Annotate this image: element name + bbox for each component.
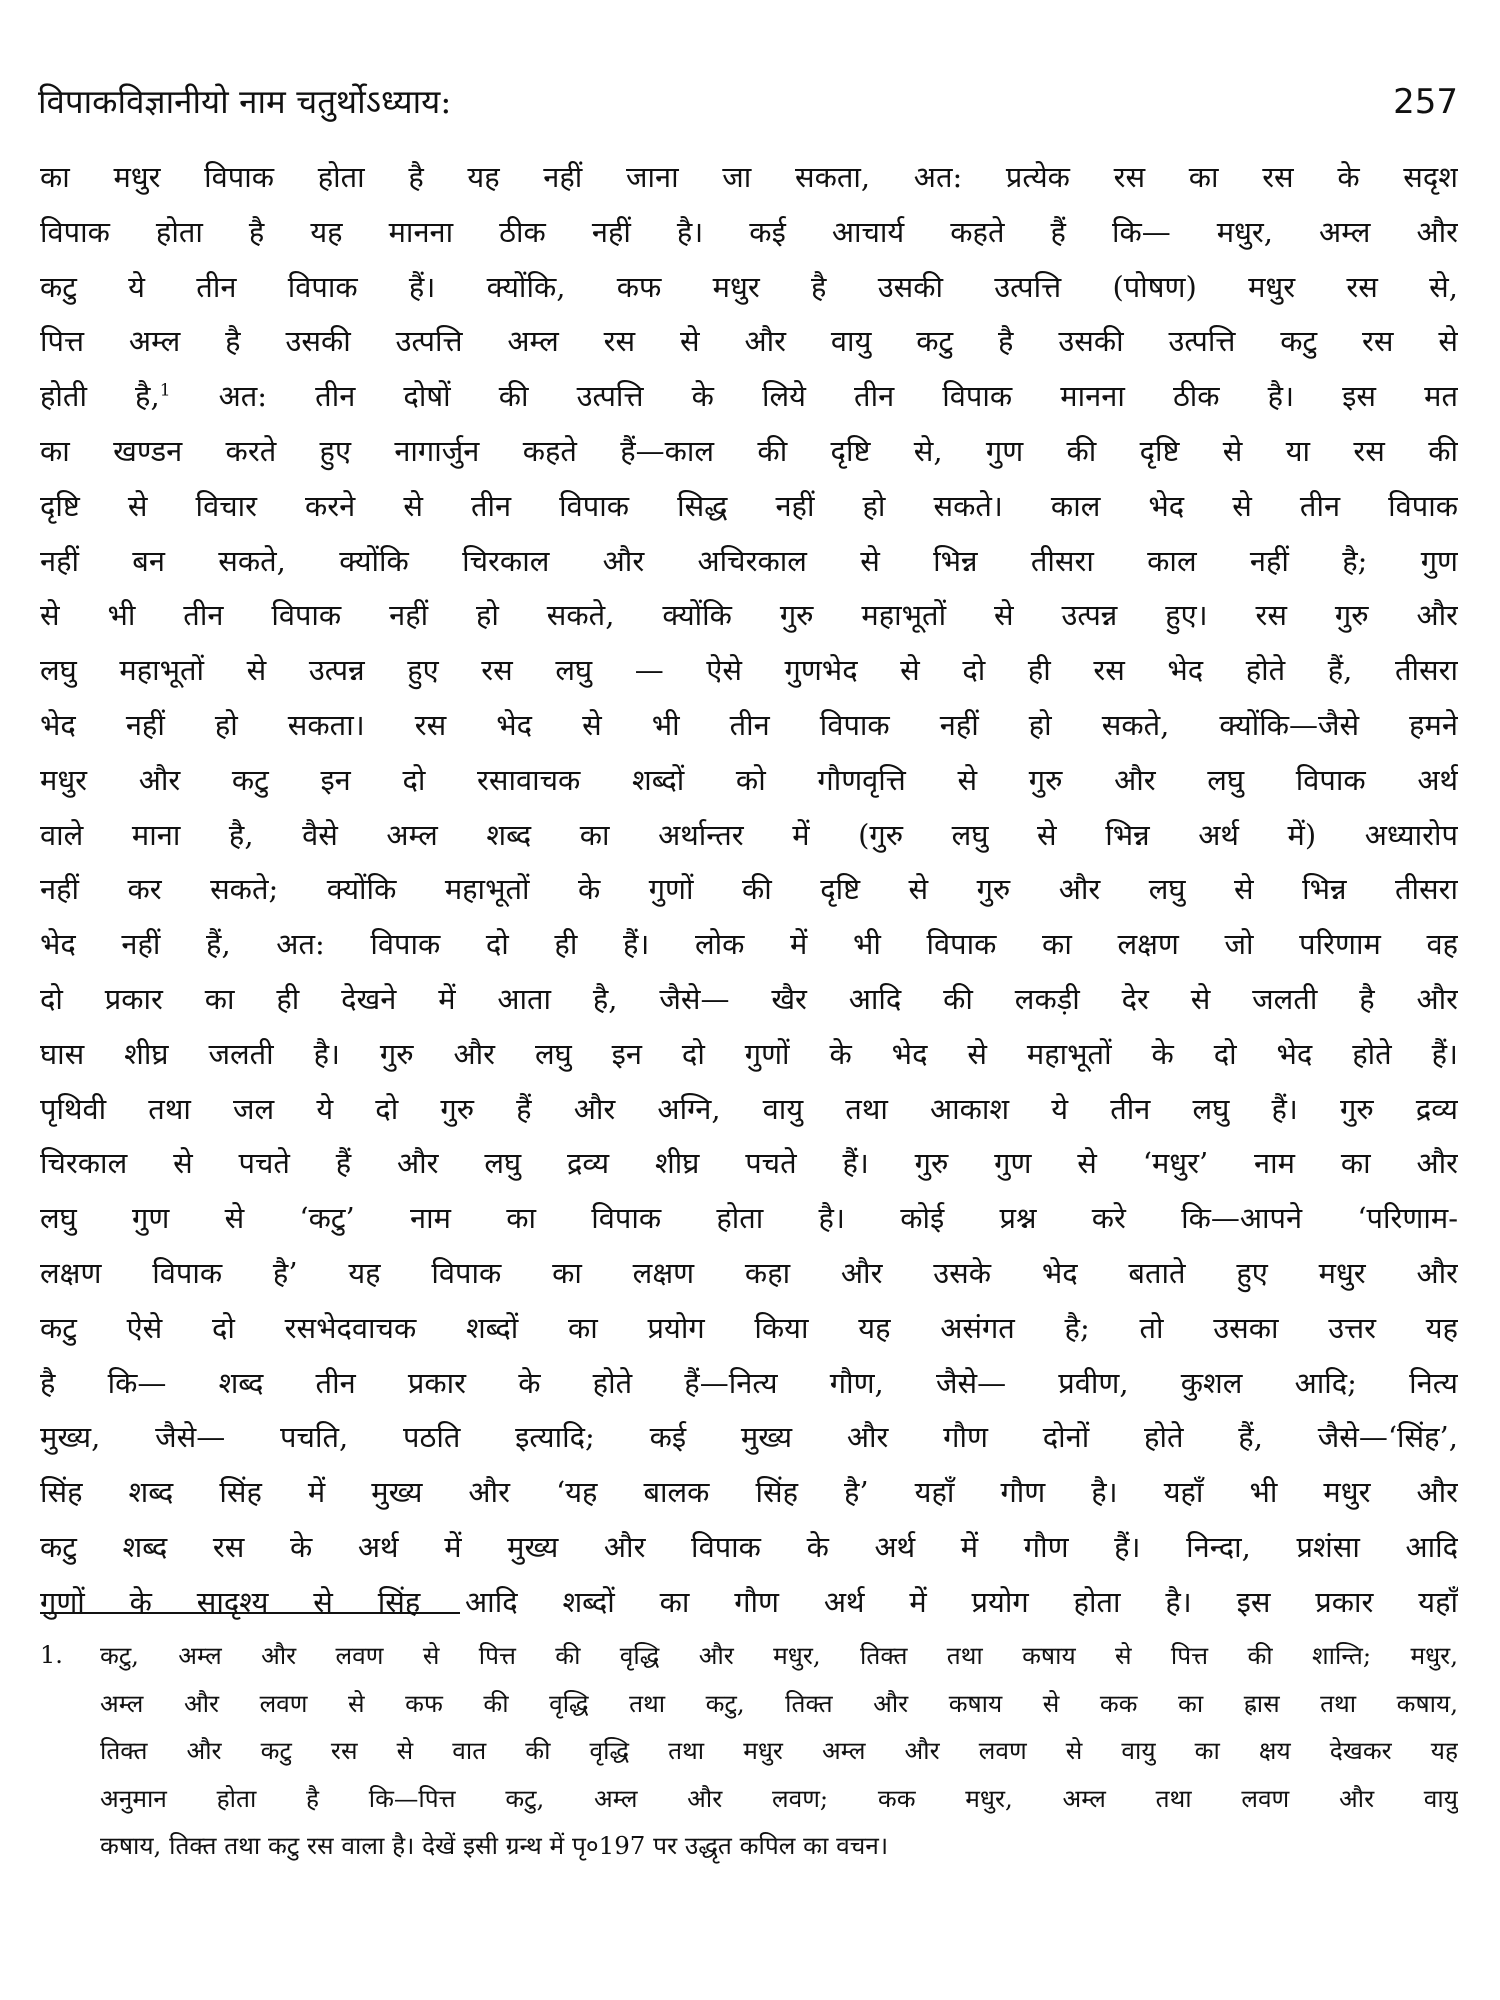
footnote-line: अनुमान होता है कि—पित्त कटु, अम्ल और लवण; कक मधुर, अम्ल तथा लवण और वायु bbox=[100, 1783, 1458, 1813]
text-line: है कि— शब्द तीन प्रकार के होते हैं—नित्य गौण, जैसे— प्रवीण, कुशल आदि; नित्य bbox=[40, 1365, 1458, 1400]
text-line: सिंह शब्द सिंह में मुख्य और ‘यह बालक सिंह है’ यहाँ गौण है। यहाँ भी मधुर और bbox=[40, 1475, 1458, 1510]
text-line: मधुर और कटु इन दो रसावाचक शब्दों को गौणवृत्ति से गुरु और लघु विपाक अर्थ bbox=[40, 762, 1458, 797]
page-header bbox=[38, 72, 1458, 132]
text-line: लघु महाभूतों से उत्पन्न हुए रस लघु — ऐसे गुणभेद से दो ही रस भेद होते हैं, तीसरा bbox=[40, 653, 1458, 688]
text-line: नहीं बन सकते, क्योंकि चिरकाल और अचिरकाल से भिन्न तीसरा काल नहीं है; गुण bbox=[40, 543, 1458, 578]
text-line: वाले माना है, वैसे अम्ल शब्द का अर्थान्तर में (गुरु लघु से भिन्न अर्थ में) अध्यारोप bbox=[40, 817, 1458, 852]
text-line: चिरकाल से पचते हैं और लघु द्रव्य शीघ्र पचते हैं। गुरु गुण से ‘मधुर’ नाम का और bbox=[40, 1146, 1458, 1181]
text-line: गुणों के सादृश्य से सिंह आदि शब्दों का गौण अर्थ में प्रयोग होता है। इस प्रकार यहाँ bbox=[40, 1584, 1458, 1619]
text-line: कटु ये तीन विपाक हैं। क्योंकि, कफ मधुर है उसकी उत्पत्ति (पोषण) मधुर रस से, bbox=[40, 269, 1458, 304]
text-line: नहीं कर सकते; क्योंकि महाभूतों के गुणों की दृष्टि से गुरु और लघु से भिन्न तीसरा bbox=[40, 872, 1458, 907]
text-line bbox=[40, 369, 1458, 424]
text-line: पृथिवी तथा जल ये दो गुरु हैं और अग्नि, वायु तथा आकाश ये तीन लघु हैं। गुरु द्रव्य bbox=[40, 1091, 1458, 1126]
text-line: लघु गुण से ‘कटु’ नाम का विपाक होता है। कोई प्रश्न करे कि—आपने ‘परिणाम- bbox=[40, 1201, 1458, 1236]
body-text bbox=[40, 150, 1458, 1630]
footnote-line: कटु, अम्ल और लवण से पित्त की वृद्धि और मधुर, तिक्त तथा कषाय से पित्त की शान्ति; मधुर, bbox=[100, 1641, 1458, 1670]
text-line: पित्त अम्ल है उसकी उत्पत्ति अम्ल रस से और वायु कटु है उसकी उत्पत्ति कटु रस से bbox=[40, 324, 1458, 359]
footnote-marker: 1. bbox=[40, 1641, 63, 1669]
text-line: से भी तीन विपाक नहीं हो सकते, क्योंकि गुरु महाभूतों से उत्पन्न हुए। रस गुरु और bbox=[40, 598, 1458, 633]
text-line: का खण्डन करते हुए नागार्जुन कहते हैं—काल की दृष्टि से, गुण की दृष्टि से या रस की bbox=[40, 433, 1458, 468]
text-line: विपाक होता है यह मानना ठीक नहीं है। कई आचार्य कहते हैं कि— मधुर, अम्ल और bbox=[40, 214, 1458, 249]
running-title: विपाकविज्ञानीयो नाम चतुर्थोऽध्याय: bbox=[38, 82, 452, 121]
text-line: मुख्य, जैसे— पचति, पठति इत्यादि; कई मुख्य और गौण दोनों होते हैं, जैसे—‘सिंह’, bbox=[40, 1420, 1458, 1455]
page-number: 257 bbox=[1393, 82, 1458, 122]
text-line: दृष्टि से विचार करने से तीन विपाक सिद्ध नहीं हो सकते। काल भेद से तीन विपाक bbox=[40, 488, 1458, 523]
text-line-rest: अत: तीन दोषों की उत्पत्ति के लिये तीन विपाक मानना ठीक है। इस मत bbox=[218, 379, 1458, 414]
footnote-line: कषाय, तिक्त तथा कटु रस वाला है। देखें इसी ग्रन्थ में पृ०197 पर उद्धृत कपिल का वचन। bbox=[100, 1831, 889, 1860]
footnote-text bbox=[100, 1632, 1458, 1870]
footnote-line: तिक्त और कटु रस से वात की वृद्धि तथा मधुर अम्ल और लवण से वायु का क्षय देखकर यह bbox=[100, 1736, 1458, 1765]
text-line: दो प्रकार का ही देखने में आता है, जैसे— खैर आदि की लकड़ी देर से जलती है और bbox=[40, 981, 1458, 1016]
text-line: घास शीघ्र जलती है। गुरु और लघु इन दो गुणों के भेद से महाभूतों के दो भेद होते हैं। bbox=[40, 1036, 1458, 1071]
text-line: लक्षण विपाक है’ यह विपाक का लक्षण कहा और उसके भेद बताते हुए मधुर और bbox=[40, 1255, 1458, 1290]
text-line-lead: होती है, bbox=[40, 379, 160, 414]
text-line: भेद नहीं हो सकता। रस भेद से भी तीन विपाक नहीं हो सकते, क्योंकि—जैसे हमने bbox=[40, 707, 1458, 742]
text-line: का मधुर विपाक होता है यह नहीं जाना जा सकता, अत: प्रत्येक रस का रस के सदृश bbox=[40, 160, 1458, 194]
text-line: भेद नहीं हैं, अत: विपाक दो ही हैं। लोक में भी विपाक का लक्षण जो परिणाम वह bbox=[40, 927, 1458, 962]
text-line: कटु ऐसे दो रसभेदवाचक शब्दों का प्रयोग किया यह असंगत है; तो उसका उत्तर यह bbox=[40, 1310, 1458, 1345]
footnote-reference: 1 bbox=[159, 380, 171, 401]
footnote-line: अम्ल और लवण से कफ की वृद्धि तथा कटु, तिक्त और कषाय से कक का ह्रास तथा कषाय, bbox=[100, 1688, 1458, 1718]
text-line: कटु शब्द रस के अर्थ में मुख्य और विपाक के अर्थ में गौण हैं। निन्दा, प्रशंसा आदि bbox=[40, 1529, 1458, 1564]
footnote-divider bbox=[40, 1612, 460, 1614]
